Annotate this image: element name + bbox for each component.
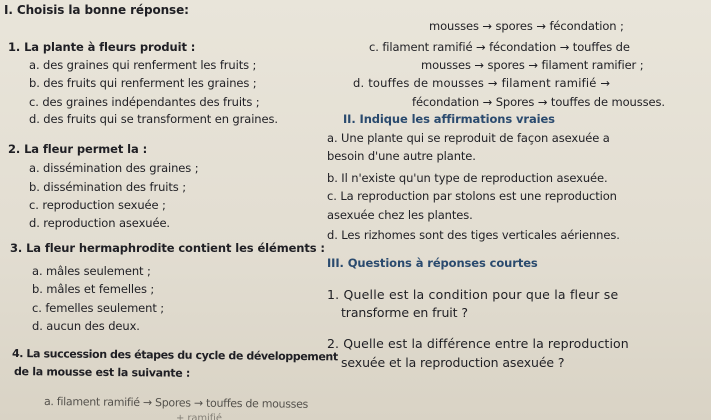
exercise-title: I. Choisis la bonne réponse:: [4, 3, 189, 17]
section2-b: b. Il n'existe qu'un type de reproduction asexuée.: [327, 171, 608, 185]
q4-option-d-line1: d. touffes de mousses → filament ramifié →: [353, 76, 611, 90]
q1-option-d: d. des fruits qui se transforment en graines.: [29, 112, 278, 126]
section3-q1-line1: 1. Quelle est la condition pour que la fleur se: [327, 287, 619, 302]
q4-option-c-text: c. filament ramifié → fécondation → touffes de: [369, 40, 630, 54]
q1-stem: 1. La plante à fleurs produit :: [8, 40, 196, 54]
q4-option-c-line1: [369, 40, 704, 54]
q2-option-a: a. dissémination des graines ;: [29, 161, 199, 175]
q4-stem-line1: 4. La succession des étapes du cycle de développement: [11, 347, 338, 364]
q1-option-a: a. des graines qui renferment les fruits ;: [29, 58, 257, 72]
section3-q2-line2: sexuée et la reproduction asexuée ?: [341, 355, 565, 370]
section2-d: d. Les rizhomes sont des tiges verticales aériennes.: [327, 228, 620, 242]
q2-option-d: d. reproduction asexuée.: [29, 216, 170, 230]
q4-option-c-line2: mousses → spores → filament ramifier ;: [421, 58, 644, 72]
q2-option-b: b. dissémination des fruits ;: [29, 180, 186, 194]
section3-q2-line1: 2. Quelle est la différence entre la reproduction: [327, 336, 629, 351]
q3-option-c: c. femelles seulement ;: [32, 301, 165, 315]
q3-option-d: d. aucun des deux.: [32, 319, 140, 333]
q4-option-d-line2: fécondation → Spores → touffes de mousses.: [412, 95, 665, 109]
q4-option-b-continued: mousses → spores → fécondation ;: [429, 19, 624, 33]
section3-title: III. Questions à réponses courtes: [327, 256, 538, 270]
q3-option-a: a. mâles seulement ;: [32, 264, 151, 278]
section3-q1-line2: transforme en fruit ?: [341, 305, 468, 320]
section2-c-line2: asexuée chez les plantes.: [327, 208, 473, 222]
q3-stem: 3. La fleur hermaphrodite contient les éléments :: [10, 241, 325, 255]
section2-a-line2: besoin d'une autre plante.: [327, 149, 476, 163]
section2-title: II. Indique les affirmations vraies: [343, 112, 555, 126]
section2-a-line1: a. Une plante qui se reproduit de façon asexuée a: [327, 131, 610, 145]
q3-option-b: b. mâles et femelles ;: [32, 282, 155, 296]
q2-stem: 2. La fleur permet la :: [8, 142, 148, 156]
q1-option-c: c. des graines indépendantes des fruits ;: [29, 95, 260, 109]
q4-option-a: a. filament ramifié → Spores → touffes de mousses: [43, 395, 309, 411]
q2-option-c: c. reproduction sexuée ;: [29, 198, 166, 212]
q1-option-b: b. des fruits qui renferment les graines ;: [29, 76, 257, 90]
q4-stem-line2: de la mousse est la suivante :: [13, 365, 191, 380]
q4-cut-line: + ramifié: [176, 413, 222, 420]
section2-c-line1: c. La reproduction par stolons est une reproduction: [327, 189, 617, 203]
